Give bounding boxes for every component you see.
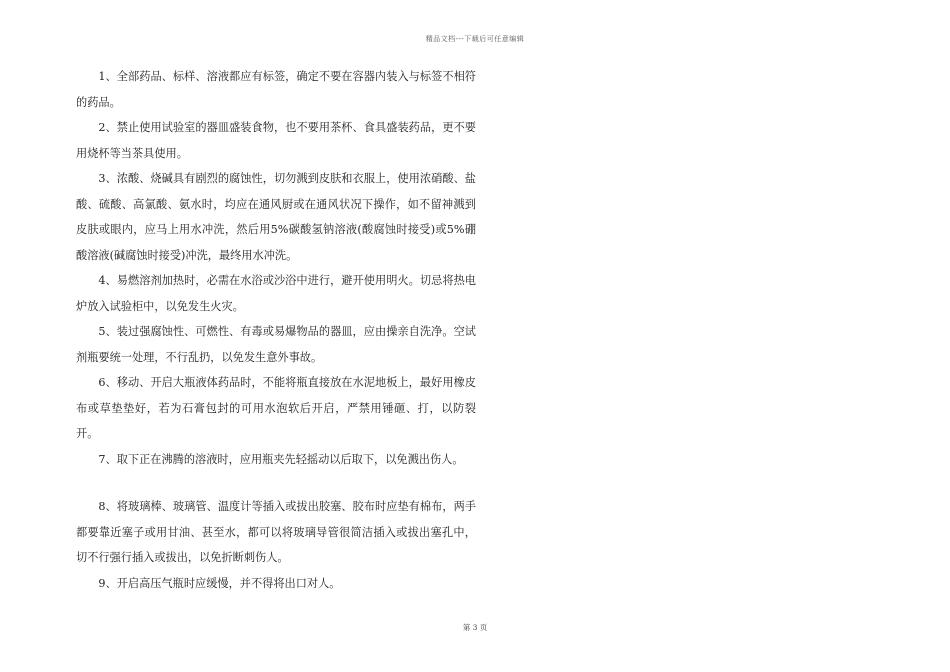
paragraph-spacer: [76, 472, 476, 494]
page-number: 第 3 页: [462, 623, 488, 632]
document-body: [76, 64, 476, 596]
paragraph-6: 6、移动、开启大瓶液体药品时，不能将瓶直接放在水泥地板上，最好用橡皮布或草垫垫好，若为石膏包封的可用水泡软后开启，严禁用锤砸、打，以防裂开。: [76, 376, 476, 440]
paragraph-2: 2、禁止使用试验室的器皿盛装食物，也不要用茶杯、食具盛装药品，更不要用烧杯等当茶具使用。: [76, 121, 476, 160]
paragraph-3: 3、浓酸、烧碱具有剧烈的腐蚀性，切勿溅到皮肤和衣服上，使用浓硝酸、盐酸、硫酸、高氯酸、氨水时，均应在通风厨或在通风状况下操作，如不留神溅到皮肤或眼内，应马上用水冲洗，然后用5%碳酸氢钠溶液(酸腐蚀时接受)或5%硼酸溶液(碱腐蚀时接受)冲洗，最终用水冲洗。: [76, 172, 476, 262]
paragraph-9: 9、开启高压气瓶时应缓慢，并不得将出口对人。: [98, 576, 341, 590]
paragraph-8: 8、将玻璃棒、玻璃管、温度计等插入或拔出胶塞、胶布时应垫有棉布，两手都要靠近塞子或用甘油、甚至水，都可以将玻璃导管很简洁插入或拔出塞孔中，切不行强行插入或拔出，以免折断刺伤人。: [76, 500, 476, 564]
page-header: 精品文档---下载后可任意编辑: [425, 35, 525, 43]
paragraph-4: 4、易燃溶剂加热时，必需在水浴或沙浴中进行，避开使用明火。切忌将热电炉放入试验柜中，以免发生火灾。: [76, 274, 476, 313]
paragraph-1: 1、全部药品、标样、溶液都应有标签，确定不要在容器内装入与标签不相符的药品。: [76, 70, 476, 109]
paragraph-7: 7、取下正在沸腾的溶液时，应用瓶夹先轻摇动以后取下，以免溅出伤人。: [98, 452, 464, 466]
paragraph-5: 5、装过强腐蚀性、可燃性、有毒或易爆物品的器皿，应由操亲自洗净。空试剂瓶要统一处理，不行乱扔，以免发生意外事故。: [76, 325, 476, 364]
